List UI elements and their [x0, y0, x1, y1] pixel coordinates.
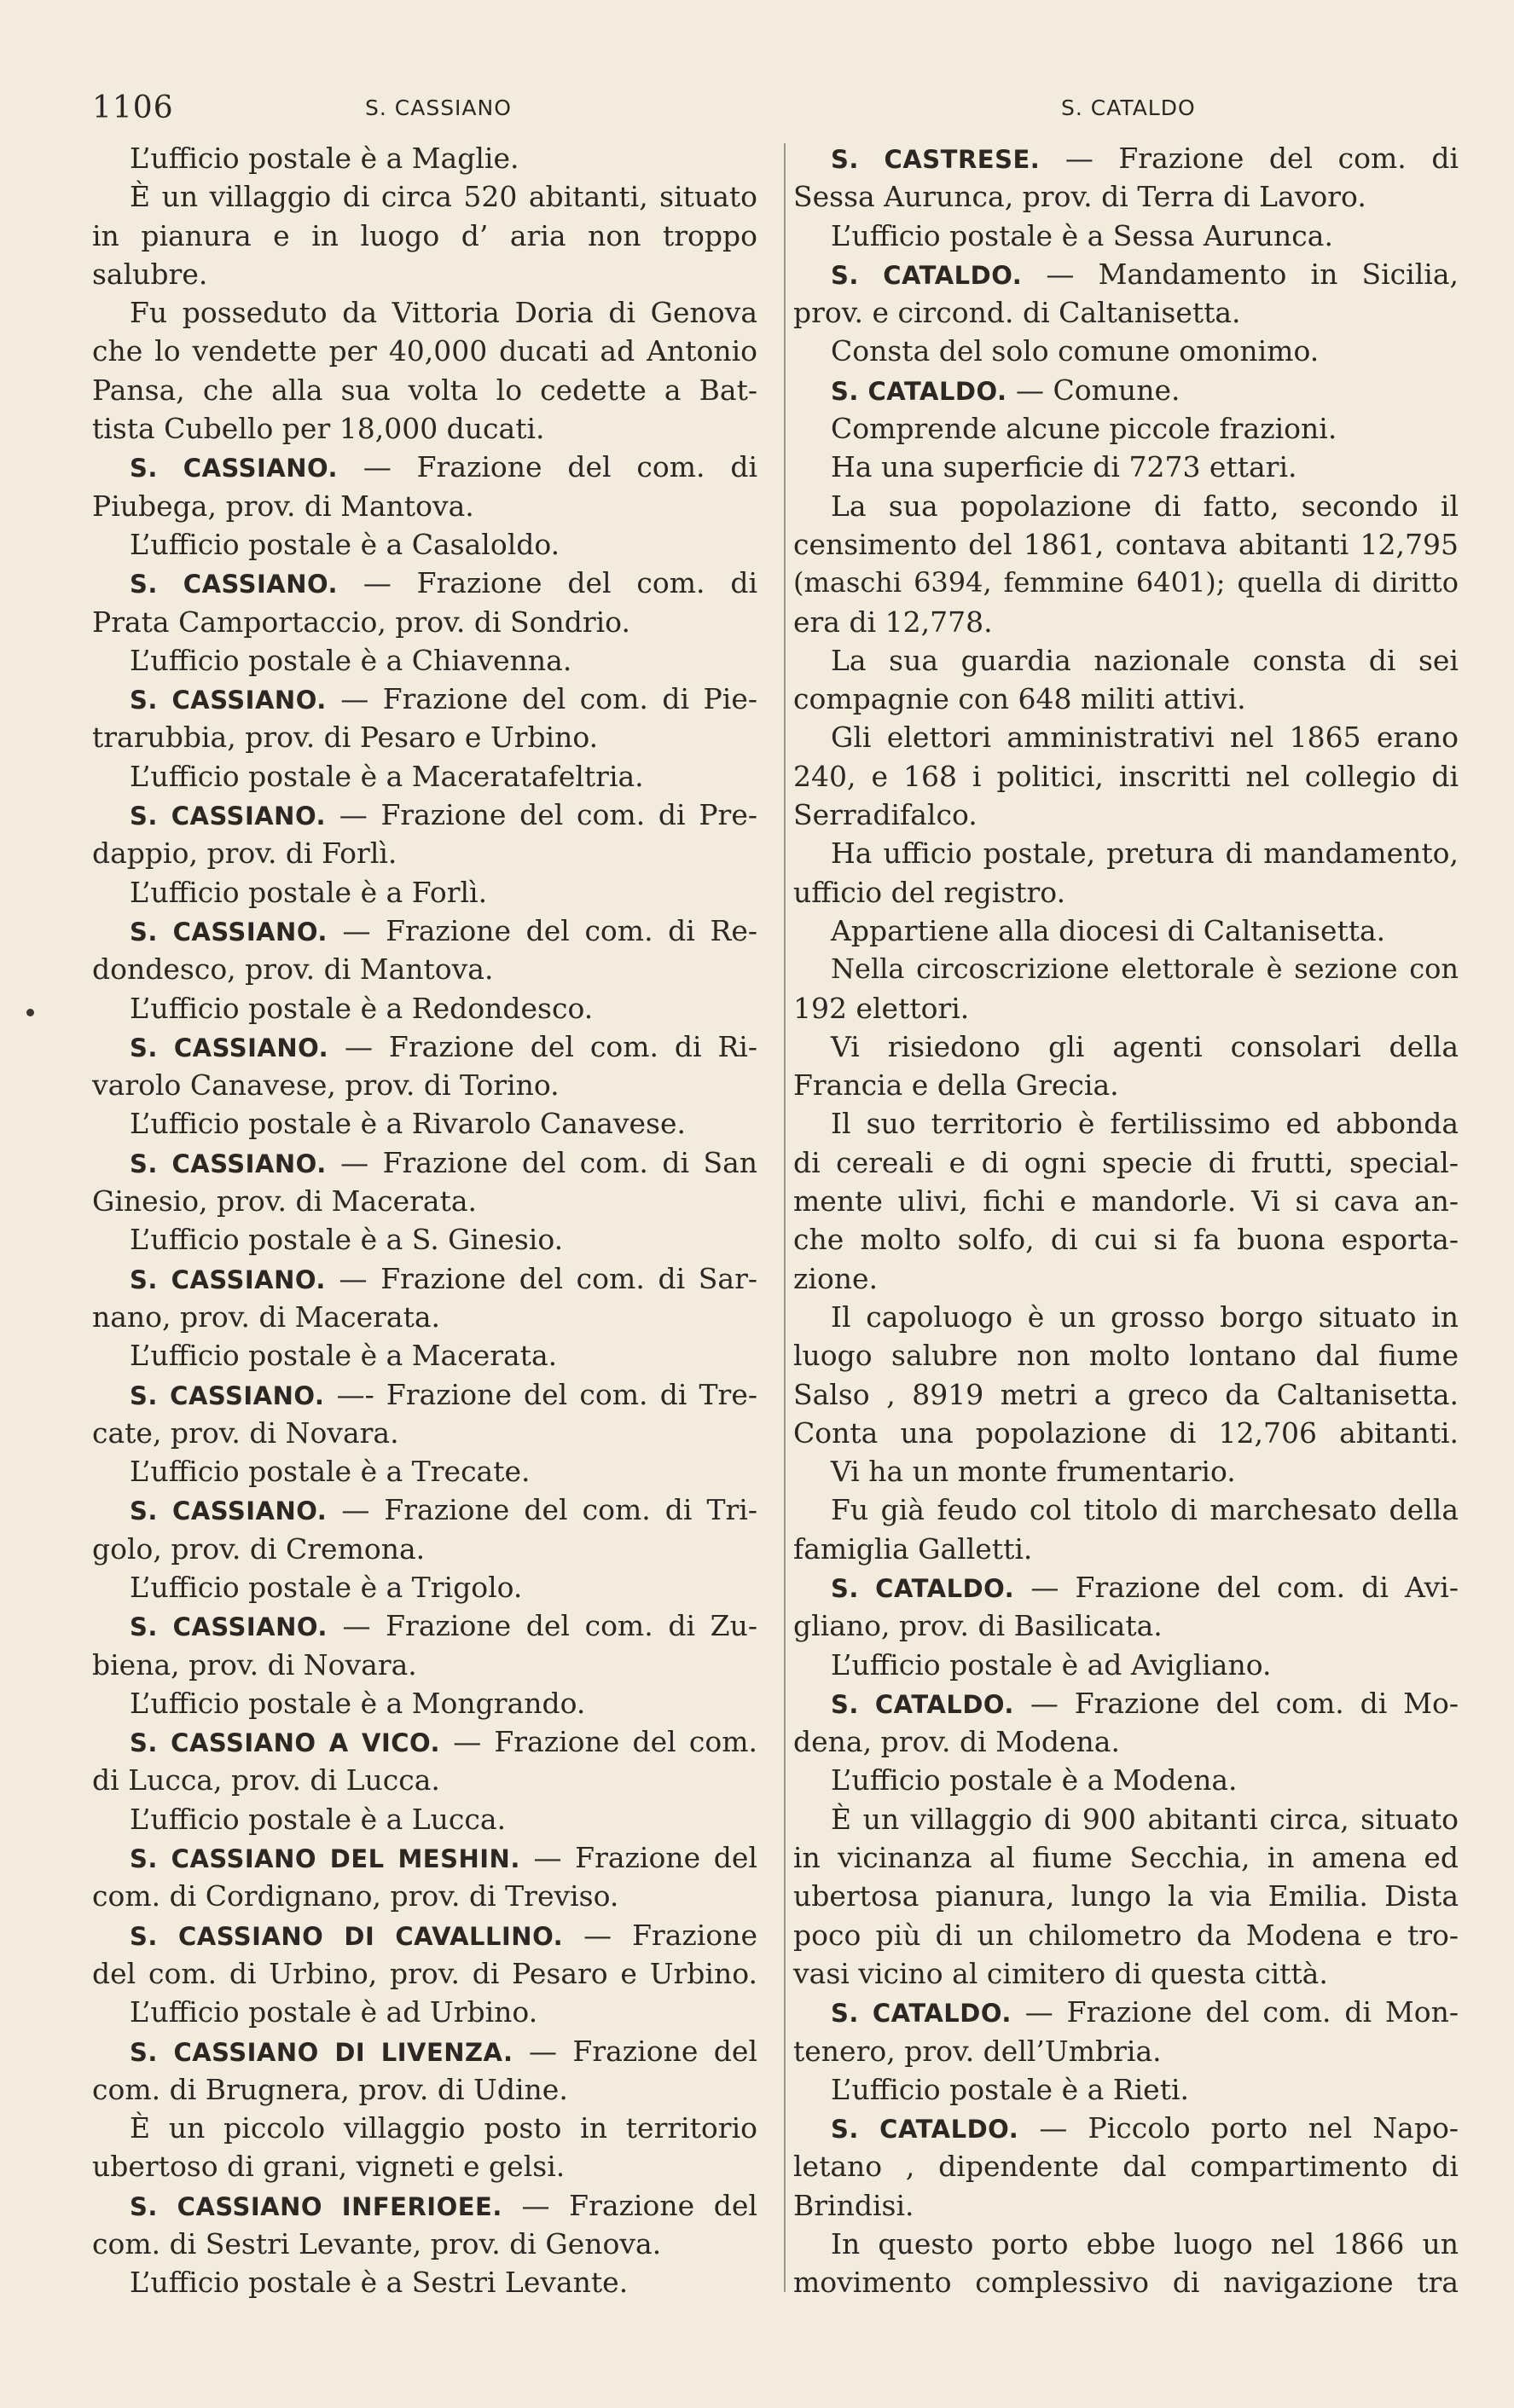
- text-line: [793, 2147, 1459, 2185]
- text-line: [92, 989, 757, 1027]
- text-line: [793, 1530, 1459, 1568]
- entry-term: S. CASSIANO.: [130, 570, 339, 599]
- line-text: Vi ha un monte frumentario.: [831, 1455, 1236, 1489]
- text-line: [793, 2225, 1459, 2263]
- text-line: [92, 448, 757, 486]
- line-text: — Frazione: [563, 1918, 758, 1952]
- text-line: [92, 2186, 757, 2225]
- line-text: — Frazione del com. di Avi-: [1014, 1570, 1459, 1604]
- line-text: com. di Cordignano, prov. di Treviso.: [92, 1879, 619, 1913]
- text-line: [793, 1027, 1459, 1066]
- line-text: Sessa Aurunca, prov. di Terra di Lavoro.: [793, 180, 1366, 214]
- line-text: — Frazione del com. di San: [326, 1145, 757, 1179]
- entry-term: S. CASSIANO.: [130, 1496, 328, 1526]
- text-line: [92, 1606, 757, 1645]
- text-line: [92, 2032, 757, 2070]
- text-line: [92, 1298, 757, 1336]
- line-text: Il capoluogo è un grosso borgo situato in: [831, 1300, 1459, 1334]
- entry-term: S. CASTRESE.: [831, 145, 1041, 174]
- line-text: dappio, prov. di Forlì.: [92, 836, 397, 871]
- text-line: [92, 1066, 757, 1104]
- entry-term: S. CASSIANO.: [130, 917, 328, 946]
- text-line: [92, 1027, 757, 1066]
- text-line: [92, 1375, 757, 1414]
- text-line: [92, 718, 757, 756]
- text-line: [92, 409, 757, 448]
- text-line: [793, 2070, 1459, 2109]
- text-line: [793, 1761, 1459, 1799]
- line-text: L’ufficio postale è a Chiavenna.: [130, 643, 572, 677]
- line-text: vasi vicino al cimitero di questa città.: [793, 1956, 1328, 1990]
- line-text: ubertosa pianura, lungo la via Emilia. Dista: [793, 1879, 1459, 1913]
- line-text: — Frazione del com. di Pie-: [326, 682, 757, 716]
- text-line: [793, 1800, 1459, 1838]
- line-text: — Frazione del: [513, 2034, 757, 2068]
- text-line: [793, 255, 1459, 293]
- entry-term: S. CASSIANO.: [130, 1381, 325, 1410]
- line-text: Appartiene alla diocesi di Caltanisetta.: [831, 913, 1386, 947]
- line-text: com. di Brugnera, prov. di Udine.: [92, 2072, 568, 2106]
- line-text: — Frazione del com. di Pre-: [325, 798, 757, 832]
- text-line: [793, 1491, 1459, 1529]
- line-text: dena, prov. di Modena.: [793, 1725, 1120, 1759]
- line-text: L’ufficio postale è a Maceratafeltria.: [130, 759, 644, 793]
- entry-term: S. CATALDO.: [831, 376, 1007, 406]
- text-line: [92, 564, 757, 602]
- line-text: L’ufficio postale è a Redondesco.: [130, 991, 594, 1025]
- text-line: [92, 525, 757, 564]
- text-line: [92, 2225, 757, 2263]
- text-line: [793, 2109, 1459, 2147]
- line-text: L’ufficio postale è a Rieti.: [831, 2072, 1189, 2106]
- text-line: [92, 757, 757, 796]
- text-line: [92, 1800, 757, 1838]
- entry-term: S. CASSIANO A VICO.: [130, 1728, 441, 1758]
- text-line: [793, 409, 1459, 448]
- line-text: L’ufficio postale è a Forlì.: [130, 875, 488, 909]
- text-line: [92, 950, 757, 988]
- text-line: [793, 1993, 1459, 2031]
- text-line: [92, 2263, 757, 2301]
- line-text: — Comune.: [1006, 373, 1180, 407]
- line-text: Nella circoscrizione elettorale è sezione con: [831, 952, 1459, 986]
- line-text: trarubbia, prov. di Pesaro e Urbino.: [92, 721, 599, 755]
- entry-term: S. CASSIANO.: [130, 686, 327, 715]
- line-text: — Frazione del com. di Mo-: [1013, 1686, 1459, 1720]
- text-line: [793, 2263, 1459, 2301]
- text-line: [92, 1646, 757, 1684]
- line-text: 192 elettori.: [793, 991, 970, 1025]
- text-line: [793, 873, 1459, 912]
- line-text: tenero, prov. dell’Umbria.: [793, 2034, 1162, 2068]
- line-text: — Frazione del: [519, 1841, 757, 1875]
- line-text: Piubega, prov. di Mantova.: [92, 489, 474, 523]
- text-line: [92, 1877, 757, 1915]
- text-line: [92, 255, 757, 293]
- entry-term: S. CASSIANO DEL MESHIN.: [130, 1844, 520, 1874]
- text-line: [793, 603, 1459, 641]
- line-text: Conta una popolazione di 12,706 abitanti.: [793, 1415, 1459, 1450]
- line-text: mente ulivi, fichi e mandorle. Vi si cava an-: [793, 1184, 1459, 1218]
- text-line: [92, 603, 757, 641]
- line-text: movimento complessivo di navigazione tra: [793, 2266, 1459, 2300]
- text-line: [793, 1684, 1459, 1722]
- line-text: Consta del solo comune omonimo.: [831, 334, 1320, 368]
- line-text: di cereali e di ogni specie di frutti, special-: [793, 1145, 1459, 1179]
- line-text: Brindisi.: [793, 2188, 914, 2222]
- text-line: [92, 1336, 757, 1375]
- line-text: Serradifalco.: [793, 798, 977, 832]
- line-text: Prata Camportaccio, prov. di Sondrio.: [92, 605, 630, 639]
- text-line: [92, 1761, 757, 1799]
- line-text: del com. di Urbino, prov. di Pesaro e Urbino.: [92, 1956, 757, 1990]
- column-divider: [784, 143, 786, 2292]
- text-line: [793, 2186, 1459, 2225]
- text-line: [793, 1568, 1459, 1606]
- text-line: [92, 873, 757, 912]
- text-line: [793, 1182, 1459, 1220]
- running-head-right: S. CATALDO: [1061, 96, 1196, 120]
- text-line: [92, 796, 757, 834]
- entry-term: S. CATALDO.: [831, 1573, 1015, 1603]
- line-text: era di 12,778.: [793, 605, 993, 639]
- line-text: L’ufficio postale è a Lucca.: [130, 1802, 507, 1836]
- line-text: che molto solfo, di cui si fa buona esporta-: [793, 1223, 1459, 1257]
- text-line: [793, 1298, 1459, 1336]
- text-line: [793, 1838, 1459, 1877]
- line-text: Comprende alcune piccole frazioni.: [831, 412, 1337, 446]
- line-text: di Lucca, prov. di Lucca.: [92, 1763, 440, 1797]
- line-text: Vi risiedono gli agenti consolari della: [831, 1029, 1459, 1063]
- text-line: [793, 177, 1459, 216]
- line-text: Gli elettori amministrativi nel 1865 erano: [831, 721, 1459, 755]
- line-text: tista Cubello per 18,000 ducati.: [92, 412, 545, 446]
- text-line: [92, 2070, 757, 2109]
- line-text: Ha ufficio postale, pretura di mandamento,: [831, 836, 1459, 871]
- line-text: — Frazione del com. di Tri-: [327, 1493, 758, 1527]
- entry-term: S. CATALDO.: [831, 1689, 1014, 1719]
- line-text: — Frazione del com. di Mon-: [1011, 1995, 1459, 2029]
- text-line: [92, 641, 757, 680]
- text-line: [793, 139, 1459, 177]
- line-text: letano , dipendente dal compartimento di: [793, 2150, 1459, 2184]
- line-text: zione.: [793, 1261, 879, 1295]
- text-line: [92, 2147, 757, 2185]
- text-line: [92, 912, 757, 950]
- text-line: [793, 1954, 1459, 1993]
- line-text: L’ufficio postale è a Mongrando.: [130, 1686, 586, 1720]
- line-text: varolo Canavese, prov. di Torino.: [92, 1068, 560, 1103]
- line-text: In questo porto ebbe luogo nel 1866 un: [831, 2227, 1459, 2261]
- line-text: L’ufficio postale è a Trigolo.: [130, 1570, 523, 1604]
- entry-term: S. CASSIANO DI LIVENZA.: [130, 2037, 513, 2067]
- line-text: in pianura e in luogo d’ aria non troppo: [92, 218, 757, 252]
- text-line: [92, 371, 757, 409]
- line-text: nano, prov. di Macerata.: [92, 1300, 441, 1334]
- line-text: — Frazione del com. di Ri-: [328, 1029, 757, 1063]
- line-text: Fu già feudo col titolo di marchesato della: [831, 1493, 1459, 1527]
- text-line: [92, 1104, 757, 1143]
- line-text: —- Frazione del com. di Tre-: [324, 1377, 758, 1411]
- line-text: — Frazione del com. di: [338, 566, 758, 600]
- line-text: 240, e 168 i politici, inscritti nel collegio di: [793, 759, 1459, 793]
- line-text: L’ufficio postale è a Sestri Levante.: [130, 2266, 629, 2300]
- line-text: — Frazione del com. di Zu-: [327, 1609, 758, 1643]
- line-text: gliano, prov. di Basilicata.: [793, 1609, 1163, 1643]
- text-line: [793, 1143, 1459, 1182]
- line-text: biena, prov. di Novara.: [92, 1647, 417, 1682]
- text-line: [793, 796, 1459, 834]
- entry-term: S. CASSIANO INFERIOEE.: [130, 2191, 502, 2221]
- line-text: L’ufficio postale è a Casaloldo.: [130, 527, 560, 561]
- line-text: — Frazione del com.: [440, 1725, 757, 1759]
- text-line: [92, 1916, 757, 1954]
- text-line: [793, 718, 1459, 756]
- line-text: Pansa, che alla sua volta lo cedette a Bat-: [92, 373, 757, 407]
- text-line: [793, 1104, 1459, 1143]
- text-line: [92, 1414, 757, 1452]
- text-line: [793, 1066, 1459, 1104]
- text-line: [92, 1722, 757, 1761]
- line-text: L’ufficio postale è a Rivarolo Canavese.: [130, 1107, 687, 1141]
- line-text: poco più di un chilometro da Modena e tro-: [793, 1918, 1459, 1952]
- text-line: [793, 371, 1459, 409]
- text-line: [793, 641, 1459, 680]
- line-text: com. di Sestri Levante, prov. di Genova.: [92, 2227, 662, 2261]
- line-text: Fu posseduto da Vittoria Doria di Genova: [130, 296, 757, 330]
- line-text: — Frazione del com. di: [338, 450, 758, 484]
- text-line: [92, 1259, 757, 1298]
- text-line: [92, 1838, 757, 1877]
- line-text: prov. e circond. di Caltanisetta.: [793, 296, 1241, 330]
- text-line: [793, 332, 1459, 370]
- line-text: L’ufficio postale è a Trecate.: [130, 1455, 531, 1489]
- entry-term: S. CASSIANO DI CAVALLINO.: [130, 1921, 564, 1951]
- text-line: [793, 834, 1459, 872]
- text-line: [92, 139, 757, 177]
- line-text: L’ufficio postale è a Maglie.: [130, 142, 519, 175]
- text-line: [92, 1220, 757, 1259]
- text-line: [793, 525, 1459, 564]
- line-text: L’ufficio postale è a Modena.: [831, 1763, 1238, 1797]
- right-column: [793, 139, 1459, 2302]
- line-text: La sua guardia nazionale consta di sei: [831, 643, 1459, 677]
- line-text: Ha una superficie di 7273 ettari.: [831, 450, 1297, 484]
- line-text: La sua popolazione di fatto, secondo il: [831, 489, 1459, 523]
- text-line: [92, 1143, 757, 1182]
- text-line: [793, 487, 1459, 525]
- text-line: [793, 1877, 1459, 1915]
- line-text: Francia e della Grecia.: [793, 1068, 1119, 1103]
- left-column: [92, 139, 757, 2302]
- entry-term: S. CATALDO.: [831, 2115, 1019, 2145]
- text-line: [793, 2032, 1459, 2070]
- text-line: [793, 293, 1459, 332]
- line-text: — Mandamento in Sicilia,: [1022, 257, 1459, 291]
- line-text: dondesco, prov. di Mantova.: [92, 952, 494, 987]
- line-text: — Frazione del com. di Re-: [327, 913, 758, 947]
- text-line: [92, 1530, 757, 1568]
- line-text: Salso , 8919 metri a greco da Caltanisetta.: [793, 1377, 1459, 1411]
- text-line: [793, 448, 1459, 486]
- entry-term: S. CASSIANO.: [130, 1265, 326, 1294]
- text-line: [92, 1452, 757, 1491]
- line-text: L’ufficio postale è a Macerata.: [130, 1339, 558, 1373]
- text-line: [92, 834, 757, 872]
- text-line: [793, 757, 1459, 796]
- text-line: [793, 1220, 1459, 1259]
- text-line: [793, 950, 1459, 988]
- text-line: [793, 1336, 1459, 1375]
- text-line: [92, 1182, 757, 1220]
- line-text: L’ufficio postale è a Sessa Aurunca.: [831, 218, 1333, 252]
- line-text: Ginesio, prov. di Macerata.: [92, 1184, 478, 1218]
- text-line: [92, 217, 757, 255]
- text-line: [793, 1414, 1459, 1452]
- text-line: [92, 177, 757, 216]
- text-line: [793, 564, 1459, 602]
- line-text: luogo salubre non molto lontano dal fiume: [793, 1339, 1459, 1373]
- text-line: [793, 1606, 1459, 1645]
- text-line: [793, 912, 1459, 950]
- text-line: [793, 1646, 1459, 1684]
- line-text: — Frazione del com. di Sar-: [325, 1261, 757, 1295]
- text-line: [92, 680, 757, 718]
- text-line: [92, 1684, 757, 1722]
- line-text: compagnie con 648 militi attivi.: [793, 682, 1246, 716]
- text-line: [92, 1954, 757, 1993]
- line-text: (maschi 6394, femmine 6401); quella di diritto: [793, 566, 1459, 599]
- line-text: È un piccolo villaggio posto in territorio: [130, 2111, 757, 2145]
- entry-term: S. CASSIANO.: [130, 1149, 327, 1178]
- entry-term: S. CATALDO.: [831, 1999, 1012, 2029]
- text-line: [92, 332, 757, 370]
- text-line: [92, 487, 757, 525]
- entry-term: S. CASSIANO.: [130, 1612, 328, 1642]
- text-line: [793, 1722, 1459, 1761]
- running-head-left: S. CASSIANO: [365, 96, 512, 120]
- text-line: [793, 1916, 1459, 1954]
- text-line: [793, 1452, 1459, 1491]
- text-line: [92, 1568, 757, 1606]
- line-text: ufficio del registro.: [793, 875, 1066, 909]
- page-number: 1106: [92, 90, 174, 125]
- line-text: cate, prov. di Novara.: [92, 1415, 399, 1450]
- line-text: che lo vendette per 40,000 ducati ad Antonio: [92, 334, 757, 368]
- line-text: ubertoso di grani, vigneti e gelsi.: [92, 2150, 566, 2184]
- line-text: — Piccolo porto nel Napo-: [1018, 2111, 1459, 2145]
- line-text: L’ufficio postale è a S. Ginesio.: [130, 1223, 564, 1257]
- line-text: famiglia Galletti.: [793, 1531, 1033, 1566]
- line-text: È un villaggio di 900 abitanti circa, situato: [831, 1802, 1459, 1836]
- text-line: [793, 680, 1459, 718]
- margin-dot: [26, 1009, 34, 1016]
- text-line: [92, 293, 757, 332]
- line-text: — Frazione del: [502, 2188, 757, 2222]
- line-text: censimento del 1861, contava abitanti 12,795: [793, 527, 1459, 561]
- line-text: È un villaggio di circa 520 abitanti, situato: [130, 180, 757, 214]
- line-text: salubre.: [92, 257, 208, 291]
- text-line: [793, 1375, 1459, 1414]
- line-text: Il suo territorio è fertilissimo ed abbonda: [831, 1107, 1459, 1141]
- text-line: [92, 1993, 757, 2031]
- text-line: [793, 989, 1459, 1027]
- text-line: [92, 1491, 757, 1529]
- line-text: in vicinanza al fiume Secchia, in amena ed: [793, 1841, 1459, 1875]
- entry-term: S. CASSIANO.: [130, 802, 326, 831]
- line-text: golo, prov. di Cremona.: [92, 1531, 426, 1566]
- line-text: — Frazione del com. di: [1040, 142, 1459, 175]
- line-text: L’ufficio postale è ad Urbino.: [130, 1995, 538, 2029]
- text-line: [92, 2109, 757, 2147]
- line-text: L’ufficio postale è ad Avigliano.: [831, 1647, 1272, 1682]
- entry-term: S. CATALDO.: [831, 260, 1023, 290]
- entry-term: S. CASSIANO.: [130, 454, 339, 483]
- entry-term: S. CASSIANO.: [130, 1033, 329, 1062]
- text-line: [793, 217, 1459, 255]
- text-line: [793, 1259, 1459, 1298]
